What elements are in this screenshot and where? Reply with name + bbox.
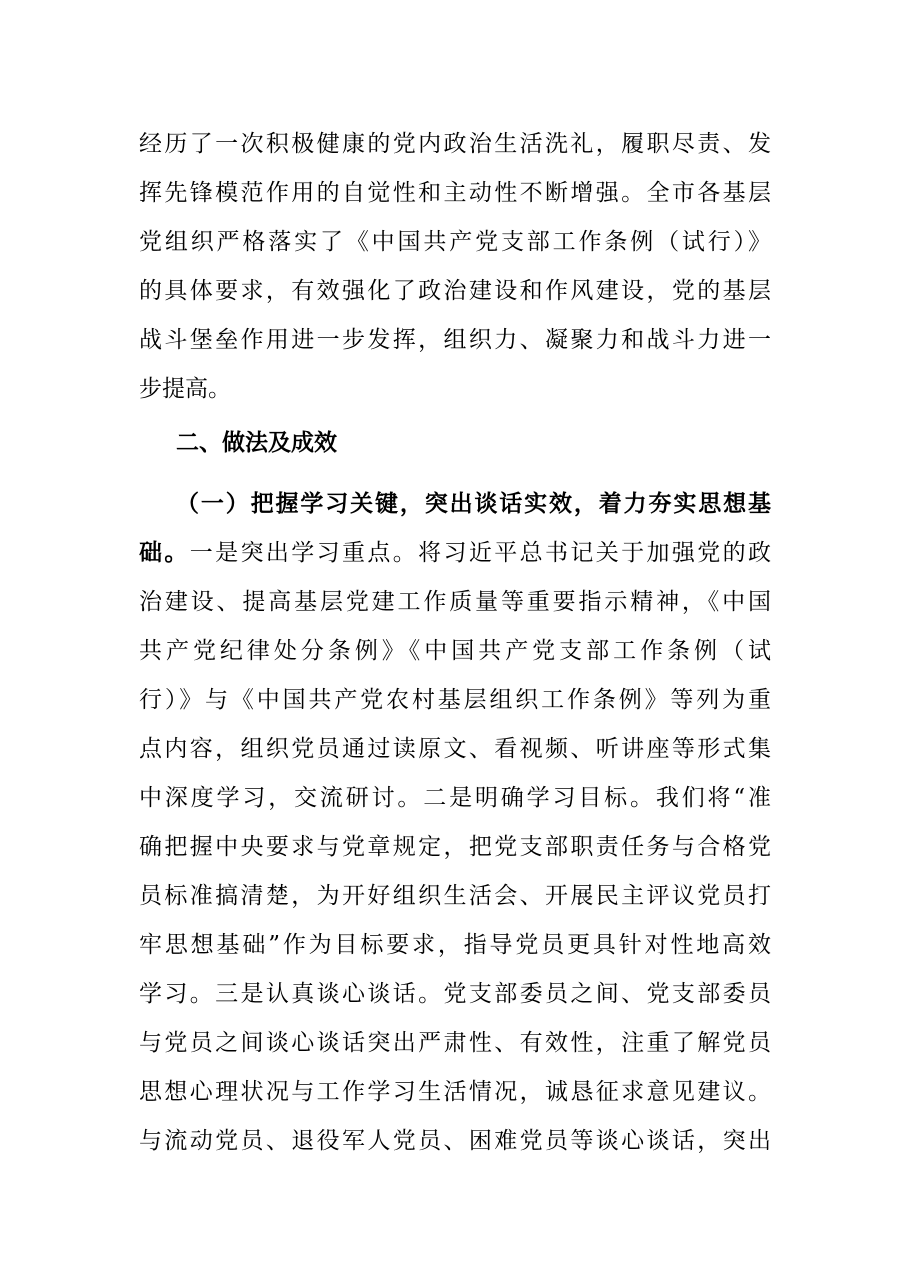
paragraph-line: 的具体要求，有效强化了政治建设和作风建设，党的基层	[139, 278, 771, 304]
paragraph-line: 步提高。	[139, 376, 231, 402]
subsection-title: （一）把握学习关键，突出谈话实效，着力夯实思想基	[176, 491, 771, 517]
paragraph-line: 共产党纪律处分条例》《中国共产党支部工作条例（试	[139, 638, 771, 664]
paragraph-line: 党组织严格落实了《中国共产党支部工作条例（试行）》	[139, 229, 771, 255]
paragraph-line: 牢思想基础”作为目标要求，指导党员更具针对性地高效	[139, 932, 771, 958]
paragraph-line: 员标准搞清楚，为开好组织生活会、开展民主评议党员打	[139, 883, 771, 909]
paragraph-text: 一是突出学习重点。将习近平总书记关于加强党的政	[189, 540, 771, 566]
paragraph-line: 行）》与《中国共产党农村基层组织工作条例》等列为重	[139, 687, 771, 713]
paragraph-line: 经历了一次积极健康的党内政治生活洗礼，履职尽责、发	[139, 131, 771, 157]
paragraph-line	[139, 537, 771, 569]
paragraph-line: 点内容，组织党员通过读原文、看视频、听讲座等形式集	[139, 736, 771, 762]
paragraph-line: 学习。三是认真谈心谈话。党支部委员之间、党支部委员	[139, 981, 771, 1007]
paragraph-line: 思想心理状况与工作学习生活情况，诚恳征求意见建议。	[139, 1079, 771, 1105]
paragraph-line: 战斗堡垒作用进一步发挥，组织力、凝聚力和战斗力进一	[139, 327, 771, 353]
paragraph-line: 挥先锋模范作用的自觉性和主动性不断增强。全市各基层	[139, 180, 771, 206]
paragraph-line: 确把握中央要求与党章规定，把党支部职责任务与合格党	[139, 834, 771, 860]
paragraph-line: 中深度学习，交流研讨。二是明确学习目标。我们将“准	[139, 785, 771, 811]
section-heading: 二、做法及成效	[176, 430, 337, 456]
subsection-title-end: 础。	[139, 540, 190, 566]
paragraph-line: 治建设、提高基层党建工作质量等重要指示精神，《中国	[139, 589, 771, 615]
paragraph-line: 与流动党员、退役军人党员、困难党员等谈心谈话，突出	[139, 1128, 771, 1154]
paragraph-line: 与党员之间谈心谈话突出严肃性、有效性，注重了解党员	[139, 1030, 771, 1056]
